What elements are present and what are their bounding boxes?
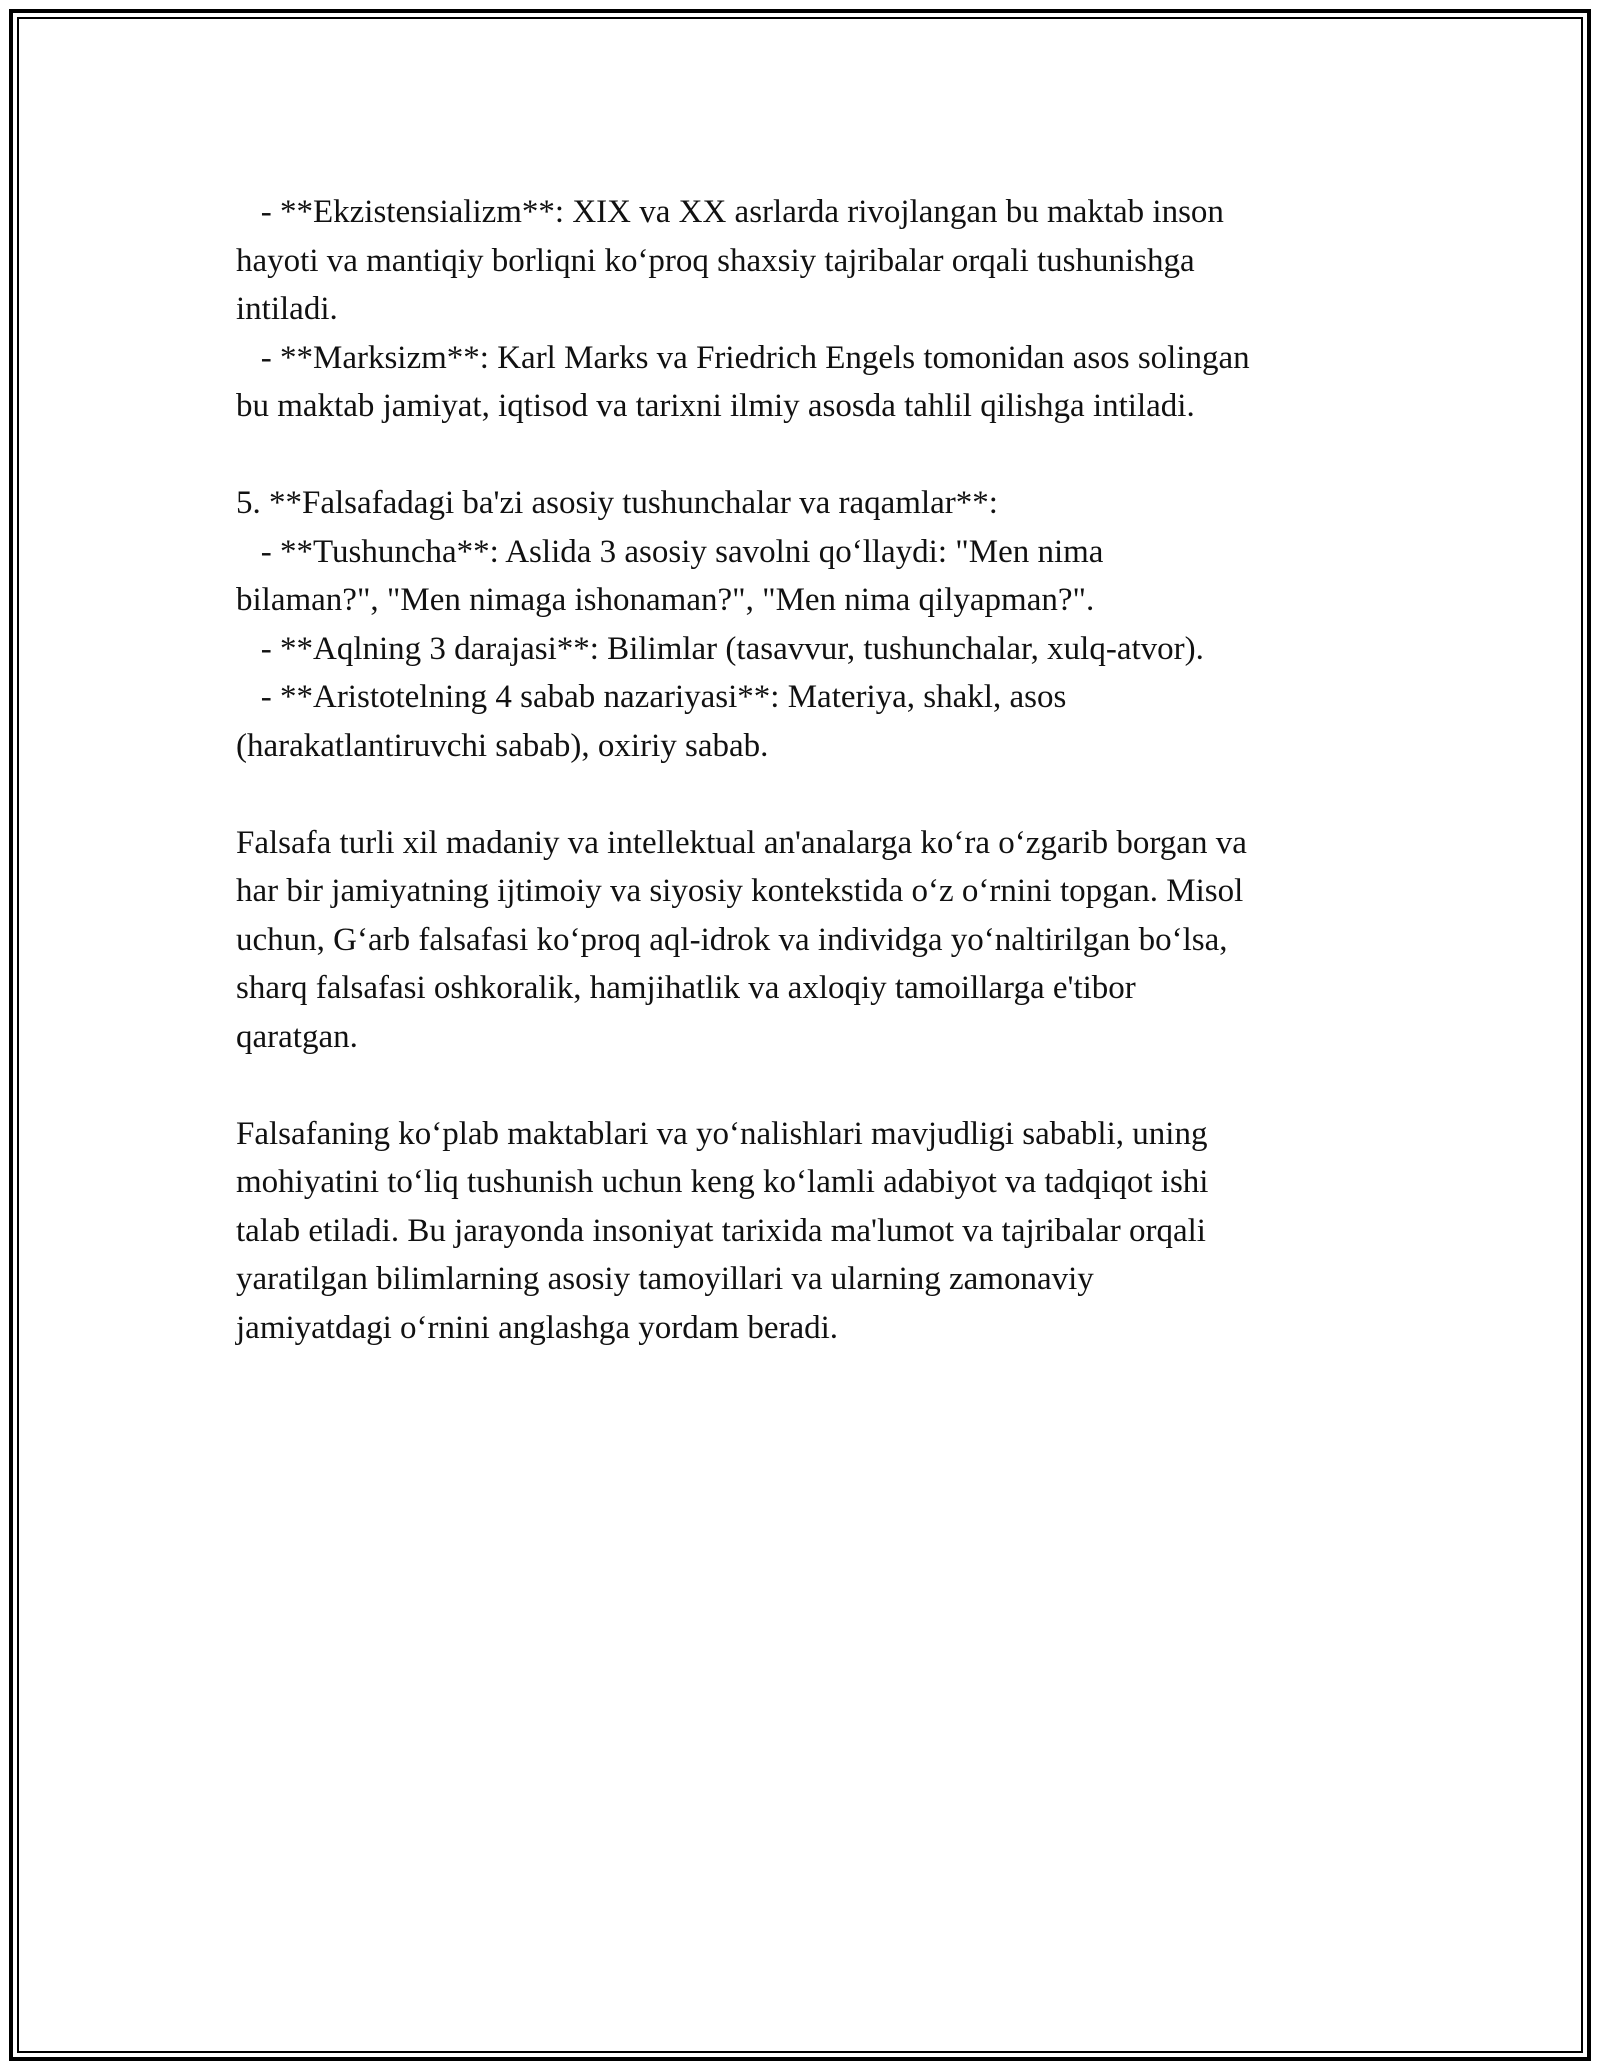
text-line: yaratilgan bilimlarning asosiy tamoyillari va ularning zamonaviy xyxy=(236,1261,1094,1297)
text-line: intiladi. xyxy=(236,291,338,327)
text-line: bilaman?", "Men nimaga ishonaman?", "Men nima qilyapman?". xyxy=(236,582,1095,618)
text-line: - **Aristotelning 4 sabab nazariyasi**: Materiya, shakl, asos xyxy=(236,679,1067,715)
text-line: har bir jamiyatning ijtimoiy va siyosiy kontekstida o‘z o‘rnini topgan. Misol xyxy=(236,873,1244,909)
paragraph-marksizm xyxy=(236,334,1376,431)
section-heading: 5. **Falsafadagi ba'zi asosiy tushunchalar va raqamlar**: xyxy=(236,485,998,521)
text-line: talab etiladi. Bu jarayonda insoniyat tarixida ma'lumot va tajribalar orqali xyxy=(236,1212,1206,1249)
text-line: qaratgan. xyxy=(236,1018,358,1055)
text-line: - **Ekzistensializm**: XIX va XX asrlarda rivojlangan bu maktab inson xyxy=(236,194,1224,230)
text-line: - **Tushuncha**: Aslida 3 asosiy savolni qo‘llaydi: "Men nima xyxy=(236,533,1104,570)
text-line: uchun, G‘arb falsafasi ko‘proq aql-idrok va individga yo‘naltirilgan bo‘lsa, xyxy=(236,921,1228,958)
text-line: hayoti va mantiqiy borliqni ko‘proq shaxsiy tajribalar orqali tushunishga xyxy=(236,242,1195,279)
paragraph-spacer xyxy=(236,431,1376,480)
paragraph-section-5 xyxy=(236,479,1376,770)
paragraph-maktablar xyxy=(236,1110,1376,1353)
text-line: bu maktab jamiyat, iqtisod va tarixni ilmiy asosda tahlil qilishga intiladi. xyxy=(236,388,1195,424)
paragraph-spacer xyxy=(236,770,1376,819)
paragraph-ekzistensializm xyxy=(236,188,1376,334)
text-line: sharq falsafasi oshkoralik, hamjihatlik va axloqiy tamoillarga e'tibor xyxy=(236,970,1136,1006)
paragraph-madaniy xyxy=(236,819,1376,1062)
text-line: mohiyatini to‘liq tushunish uchun keng ko‘lamli adabiyot va tadqiqot ishi xyxy=(236,1164,1209,1200)
text-line: (harakatlantiruvchi sabab), oxiriy sabab. xyxy=(236,727,769,764)
text-line: - **Marksizm**: Karl Marks va Friedrich Engels tomonidan asos solingan xyxy=(236,339,1250,376)
text-line: Falsafaning ko‘plab maktablari va yo‘nalishlari mavjudligi sababli, uning xyxy=(236,1115,1208,1152)
text-line: jamiyatdagi o‘rnini anglashga yordam beradi. xyxy=(236,1309,839,1346)
text-line: Falsafa turli xil madaniy va intellektual an'analarga ko‘ra o‘zgarib borgan va xyxy=(236,824,1247,861)
document-body xyxy=(236,188,1376,1352)
text-line: - **Aqlning 3 darajasi**: Bilimlar (tasavvur, tushunchalar, xulq-atvor). xyxy=(236,630,1204,667)
paragraph-spacer xyxy=(236,1061,1376,1110)
